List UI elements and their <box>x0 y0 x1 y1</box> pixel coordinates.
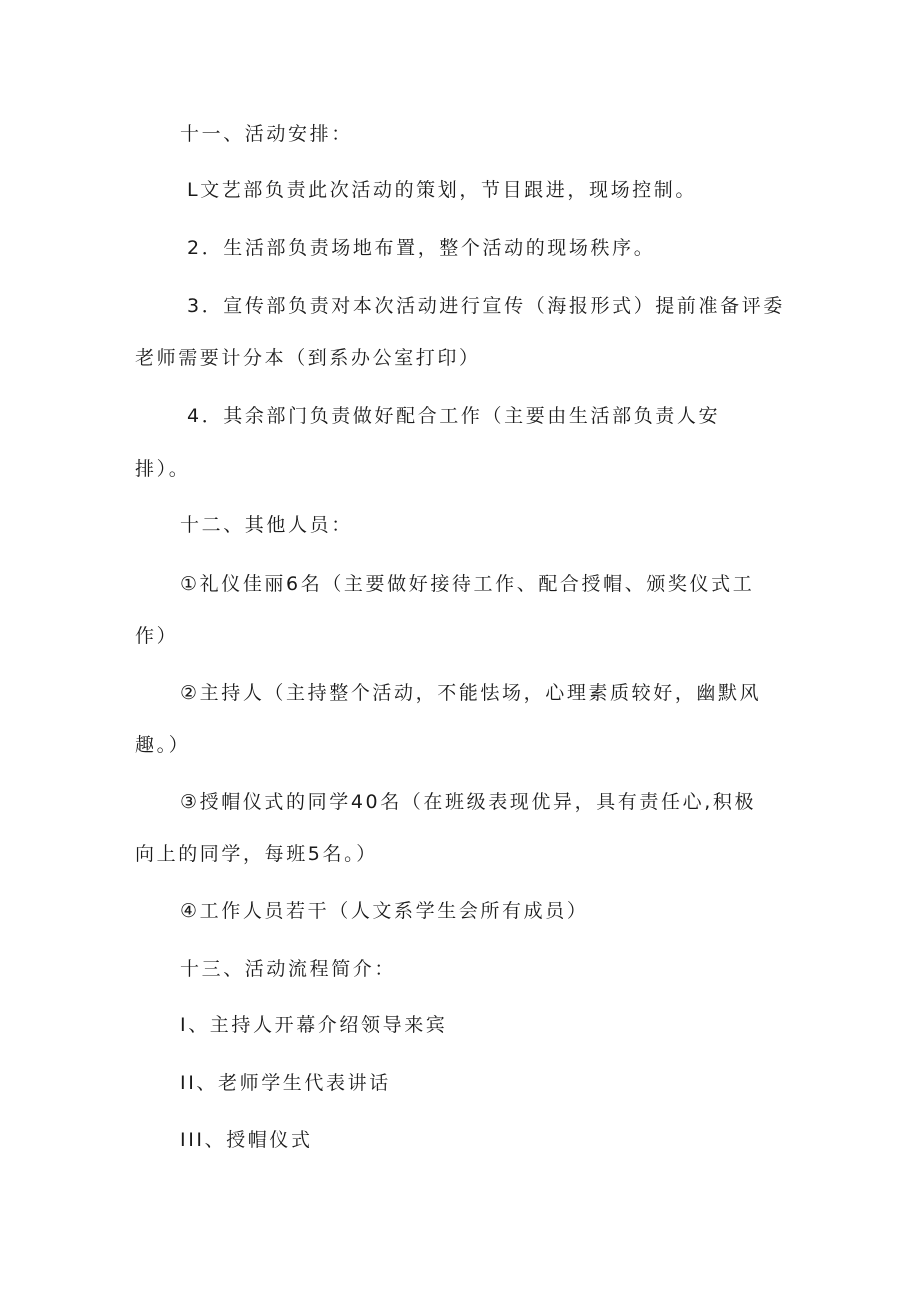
section-13-item-3: III、授帽仪式 <box>180 1129 313 1151</box>
section-12-item-2-line-1: ②主持人（主持整个活动，不能怯场，心理素质较好，幽默风 <box>180 682 762 704</box>
section-11-item-3-line-2: 老师需要计分本（到系办公室打印） <box>135 347 481 369</box>
section-12-item-1-line-2: 作） <box>135 625 179 647</box>
section-13-item-1: I、主持人开幕介绍领导来宾 <box>180 1014 448 1036</box>
section-12-item-1-line-1: ①礼仪佳丽6名（主要做好接待工作、配合授帽、颁奖仪式工 <box>180 573 755 595</box>
section-12-item-3-line-1: ③授帽仪式的同学40名（在班级表现优异，具有责任心,积极 <box>180 791 757 813</box>
section-12-heading: 十二、其他人员： <box>180 514 353 536</box>
section-11-item-4-line-1: 4．其余部门负责做好配合工作（主要由生活部负责人安 <box>187 405 721 427</box>
section-13-item-2: II、老师学生代表讲话 <box>180 1072 391 1094</box>
section-12-item-2-line-2: 趣。） <box>135 734 191 756</box>
section-12-item-4: ④工作人员若干（人文系学生会所有成员） <box>180 900 589 922</box>
section-11-item-4-line-2: 排）。 <box>135 458 191 480</box>
section-11-item-3-line-1: 3．宣传部负责对本次活动进行宣传（海报形式）提前准备评委 <box>187 295 785 317</box>
section-11-item-1: L文艺部负责此次活动的策划，节目跟进，现场控制。 <box>187 179 697 201</box>
section-11-heading: 十一、活动安排： <box>180 123 353 145</box>
section-11-item-2: 2．生活部负责场地布置，整个活动的现场秩序。 <box>187 237 656 259</box>
section-12-item-3-line-2: 向上的同学，每班5名。） <box>135 843 378 865</box>
section-13-heading: 十三、活动流程简介： <box>180 958 397 980</box>
